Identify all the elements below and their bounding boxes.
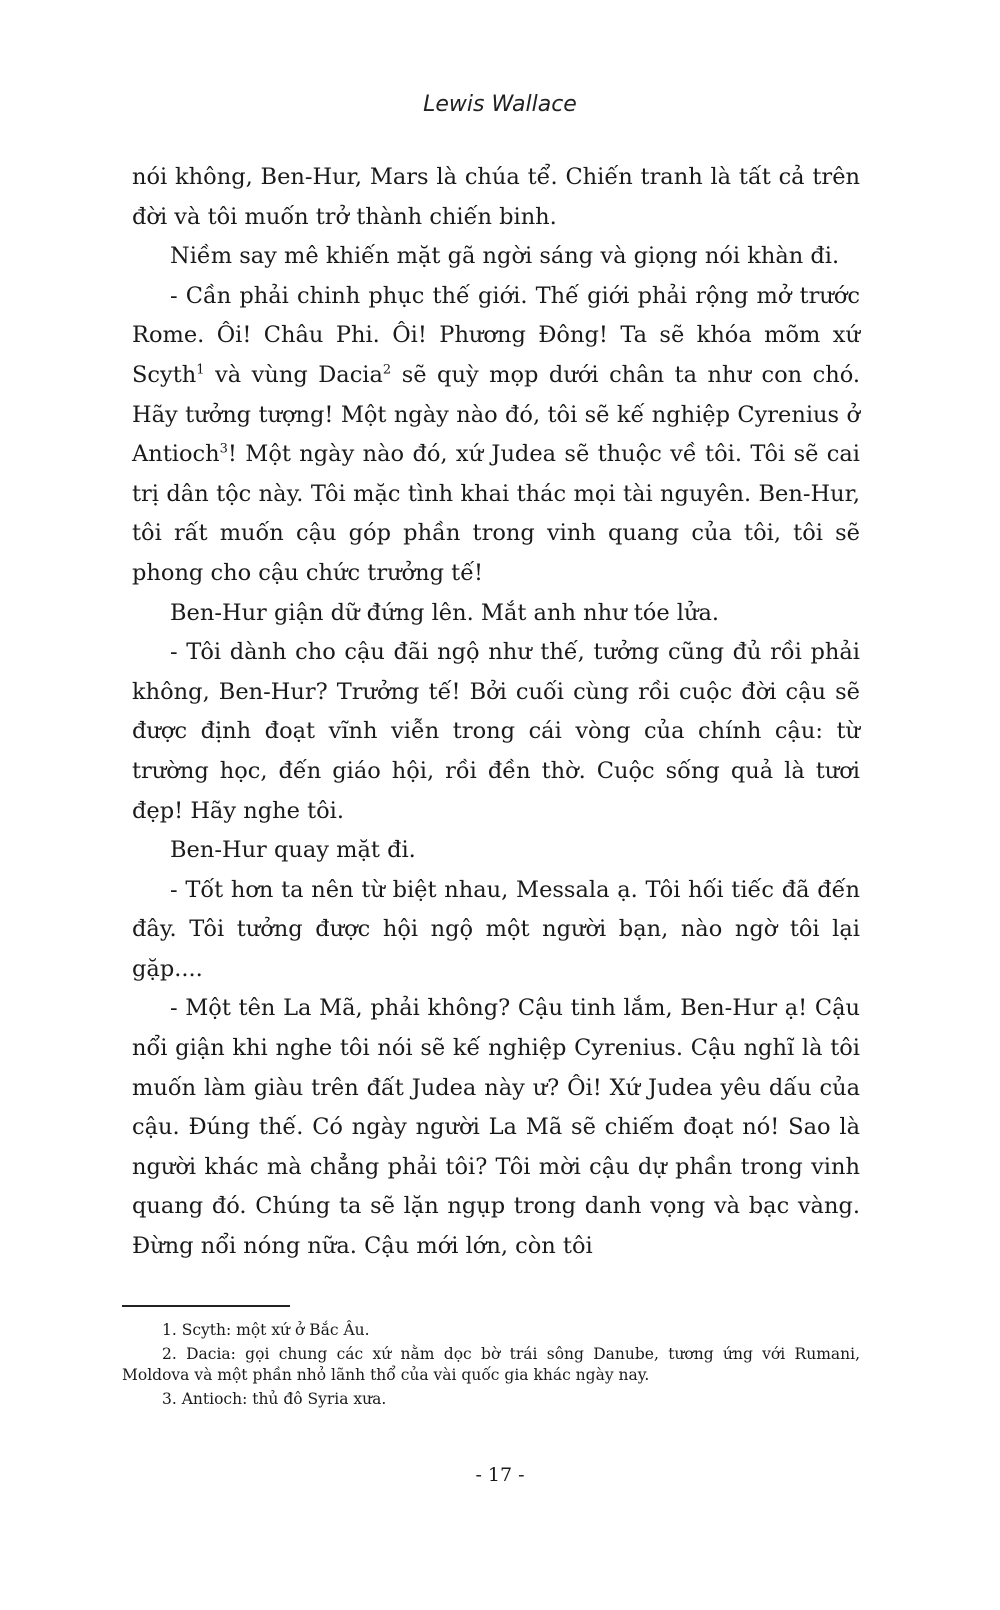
body-text-run: ! Một ngày nào đó, xứ Judea sẽ thuộc về tôi. Tôi sẽ cai trị dân tộc này. Tôi mặc tình khai thác mọi tài nguyên. Ben-Hur, tôi rất muốn cậu góp phần trong vinh quang của tôi, tôi sẽ phong cho cậu chức trưởng tế! bbox=[132, 441, 860, 586]
footnote-3: 3. Antioch: thủ đô Syria xưa. bbox=[162, 1390, 387, 1408]
footnote-reference: 2 bbox=[382, 362, 392, 378]
body-paragraph bbox=[132, 871, 860, 990]
body-text-run: - Một tên La Mã, phải không? Cậu tinh lắm, Ben-Hur ạ! Cậu nổi giận khi nghe tôi nói sẽ kế nghiệp Cyrenius. Cậu nghĩ là tôi muốn làm giàu trên đất Judea này ư? Ôi! Xứ Judea yêu dấu của cậu. Đúng thế. Có ngày người La Mã sẽ chiếm đoạt nó! Sao là người khác mà chẳng phải tôi? Tôi mời cậu dự phần trong vinh quang đó. Chúng ta sẽ lặn ngụp trong danh vọng và bạc vàng. Đừng nổi nóng nữa. Cậu mới lớn, còn tôi bbox=[132, 995, 860, 1260]
body-text-run: - Tôi dành cho cậu đãi ngộ như thế, tưởng cũng đủ rồi phải không, Ben-Hur? Trưởng tế! Bởi cuối cùng rồi cuộc đời cậu sẽ được định đoạt vĩnh viễn trong cái vòng của chính cậu: từ trường học, đến giáo hội, rồi đền thờ. Cuộc sống quả là tươi đẹp! Hãy nghe tôi. bbox=[132, 639, 860, 824]
page-number: - 17 - bbox=[475, 1464, 525, 1486]
body-text-run: sẽ quỳ mọp dưới chân ta như con chó. Hãy tưởng tượng! Một ngày nào đó, tôi sẽ kế nghiệp Cyrenius ở Antioch bbox=[132, 361, 861, 468]
body-paragraph bbox=[132, 831, 860, 871]
body-text-run: Ben-Hur giận dữ đứng lên. Mắt anh như tóe lửa. bbox=[170, 599, 720, 626]
body-text-run: và vùng Dacia bbox=[204, 361, 383, 388]
body-paragraph bbox=[132, 158, 860, 237]
footnote-reference: 3 bbox=[219, 441, 228, 457]
running-header: Lewis Wallace bbox=[423, 92, 577, 117]
body-paragraph bbox=[132, 989, 860, 1266]
body-paragraph bbox=[132, 633, 860, 831]
body-text-run: - Cần phải chinh phục thế giới. Thế giới phải rộng mở trước Rome. Ôi! Châu Phi. Ôi! Phương Đông! Ta sẽ khóa mõm xứ Scyth bbox=[132, 282, 860, 388]
body-text-run: - Tốt hơn ta nên từ biệt nhau, Messala ạ. Tôi hối tiếc đã đến đây. Tôi tưởng được hội ngộ một người bạn, nào ngờ tôi lại gặp.... bbox=[132, 876, 860, 982]
body-text bbox=[132, 158, 860, 1267]
footnote-1: 1. Scyth: một xứ ở Bắc Âu. bbox=[162, 1321, 370, 1339]
body-paragraph bbox=[132, 277, 860, 594]
body-text-run: Niềm say mê khiến mặt gã ngời sáng và giọng nói khàn đi. bbox=[170, 243, 840, 270]
body-text-run: Ben-Hur quay mặt đi. bbox=[170, 837, 416, 864]
body-paragraph bbox=[132, 594, 860, 634]
footnote-reference: 1 bbox=[196, 362, 205, 378]
footnotes bbox=[122, 1320, 860, 1413]
body-paragraph bbox=[132, 237, 860, 277]
footnote-divider bbox=[122, 1305, 290, 1307]
body-text-run: nói không, Ben-Hur, Mars là chúa tể. Chiến tranh là tất cả trên đời và tôi muốn trở thành chiến binh. bbox=[132, 164, 860, 230]
footnote-2: 2. Dacia: gọi chung các xứ nằm dọc bờ trái sông Danube, tương ứng với Rumani, Moldova và một phần nhỏ lãnh thổ của vài quốc gia khác ngày nay. bbox=[122, 1345, 860, 1384]
